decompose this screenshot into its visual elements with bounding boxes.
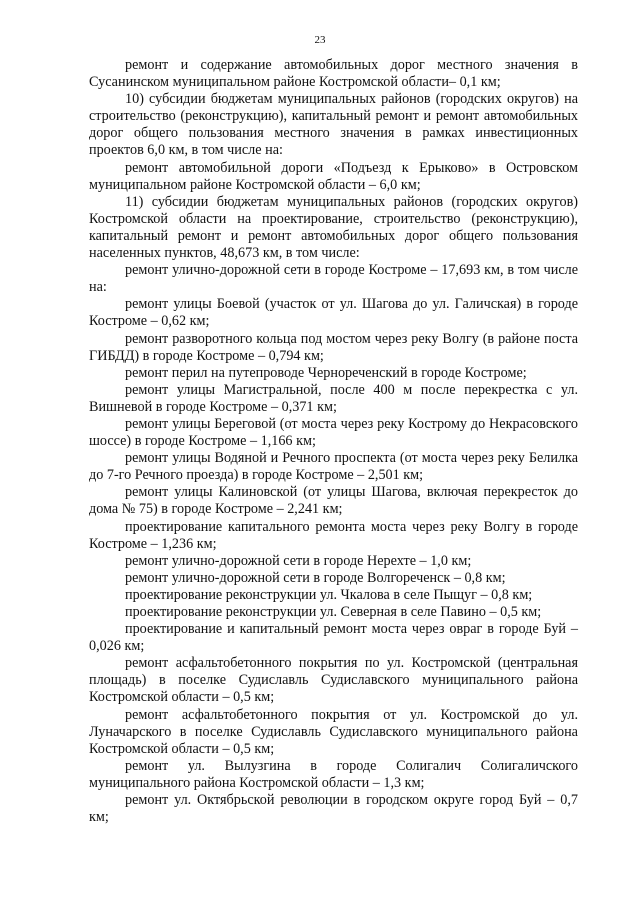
paragraph: ремонт автомобильной дороги «Подъезд к Ерыково» в Островском муниципальном районе Костромской области – 6,0 км; [89,159,578,193]
page-number: 23 [314,34,326,46]
paragraph: ремонт улично-дорожной сети в городе Нерехте – 1,0 км; [125,552,472,569]
paragraph: 10) субсидии бюджетам муниципальных районов (городских округов) на строительство (реконструкцию), капитальный ремонт и ремонт автомобильных дорог общего пользования местного значения в рамках инвестиционных проектов 6,0 км, в том числе на: [89,91,578,159]
paragraph: ремонт улицы Береговой (от моста через реку Кострому до Некрасовского шоссе) в городе Костроме – 1,166 км; [89,415,578,450]
paragraph: ремонт асфальтобетонного покрытия по ул. Костромской (центральная площадь) в поселке Судиславль Судиславского муниципального района Костромской области – 0,5 км; [89,655,578,706]
paragraph: ремонт улицы Магистральной, после 400 м после перекрестка с ул. Вишневой в городе Костроме – 0,371 км; [89,381,578,415]
paragraph: ремонт перил на путепроводе Чернореченский в городе Костроме; [125,364,527,381]
paragraph: проектирование и капитальный ремонт моста через овраг в городе Буй – 0,026 км; [89,621,578,655]
paragraph: ремонт улично-дорожной сети в городе Волгореченск – 0,8 км; [125,569,506,586]
paragraph: ремонт и содержание автомобильных дорог местного значения в Сусанинском муниципальном районе Костромской области– 0,1 км; [89,57,578,91]
paragraph: ремонт разворотного кольца под мостом через реку Волгу (в районе поста ГИБДД) в городе Костроме – 0,794 км; [89,330,578,364]
paragraph: ремонт асфальтобетонного покрытия от ул. Костромской до ул. Луначарского в поселке Судиславль Судиславского муниципального района Костромской области – 0,5 км; [89,706,578,757]
paragraph: ремонт ул. Октябрьской революции в городском округе город Буй – 0,7 км; [89,792,578,826]
paragraph: 11) субсидии бюджетам муниципальных районов (городских округов) Костромской области на проектирование, строительство (реконструкцию), капитальный ремонт и ремонт автомобильных дорог общего пользования населенных пунктов, 48,673 км, в том числе: [89,193,578,262]
paragraph: ремонт улично-дорожной сети в городе Костроме – 17,693 км, в том числе на: [89,262,578,296]
paragraph: ремонт улицы Водяной и Речного проспекта (от моста через реку Белилка до 7-го Речного проезда) в городе Костроме – 2,501 км; [89,450,578,484]
document-body [89,57,578,826]
paragraph: проектирование реконструкции ул. Чкалова в селе Пыщуг – 0,8 км; [125,586,533,603]
paragraph: проектирование капитального ремонта моста через реку Волгу в городе Костроме – 1,236 км; [89,518,578,552]
paragraph: ремонт ул. Вылузгина в городе Солигалич Солигаличского муниципального района Костромской области – 1,3 км; [89,757,578,791]
paragraph: проектирование реконструкции ул. Северная в селе Павино – 0,5 км; [125,604,542,620]
paragraph: ремонт улицы Калиновской (от улицы Шагова, включая перекресток до дома № 75) в городе Костроме – 2,241 км; [89,484,578,518]
paragraph: ремонт улицы Боевой (участок от ул. Шагова до ул. Галичская) в городе Костроме – 0,62 км; [89,296,578,330]
